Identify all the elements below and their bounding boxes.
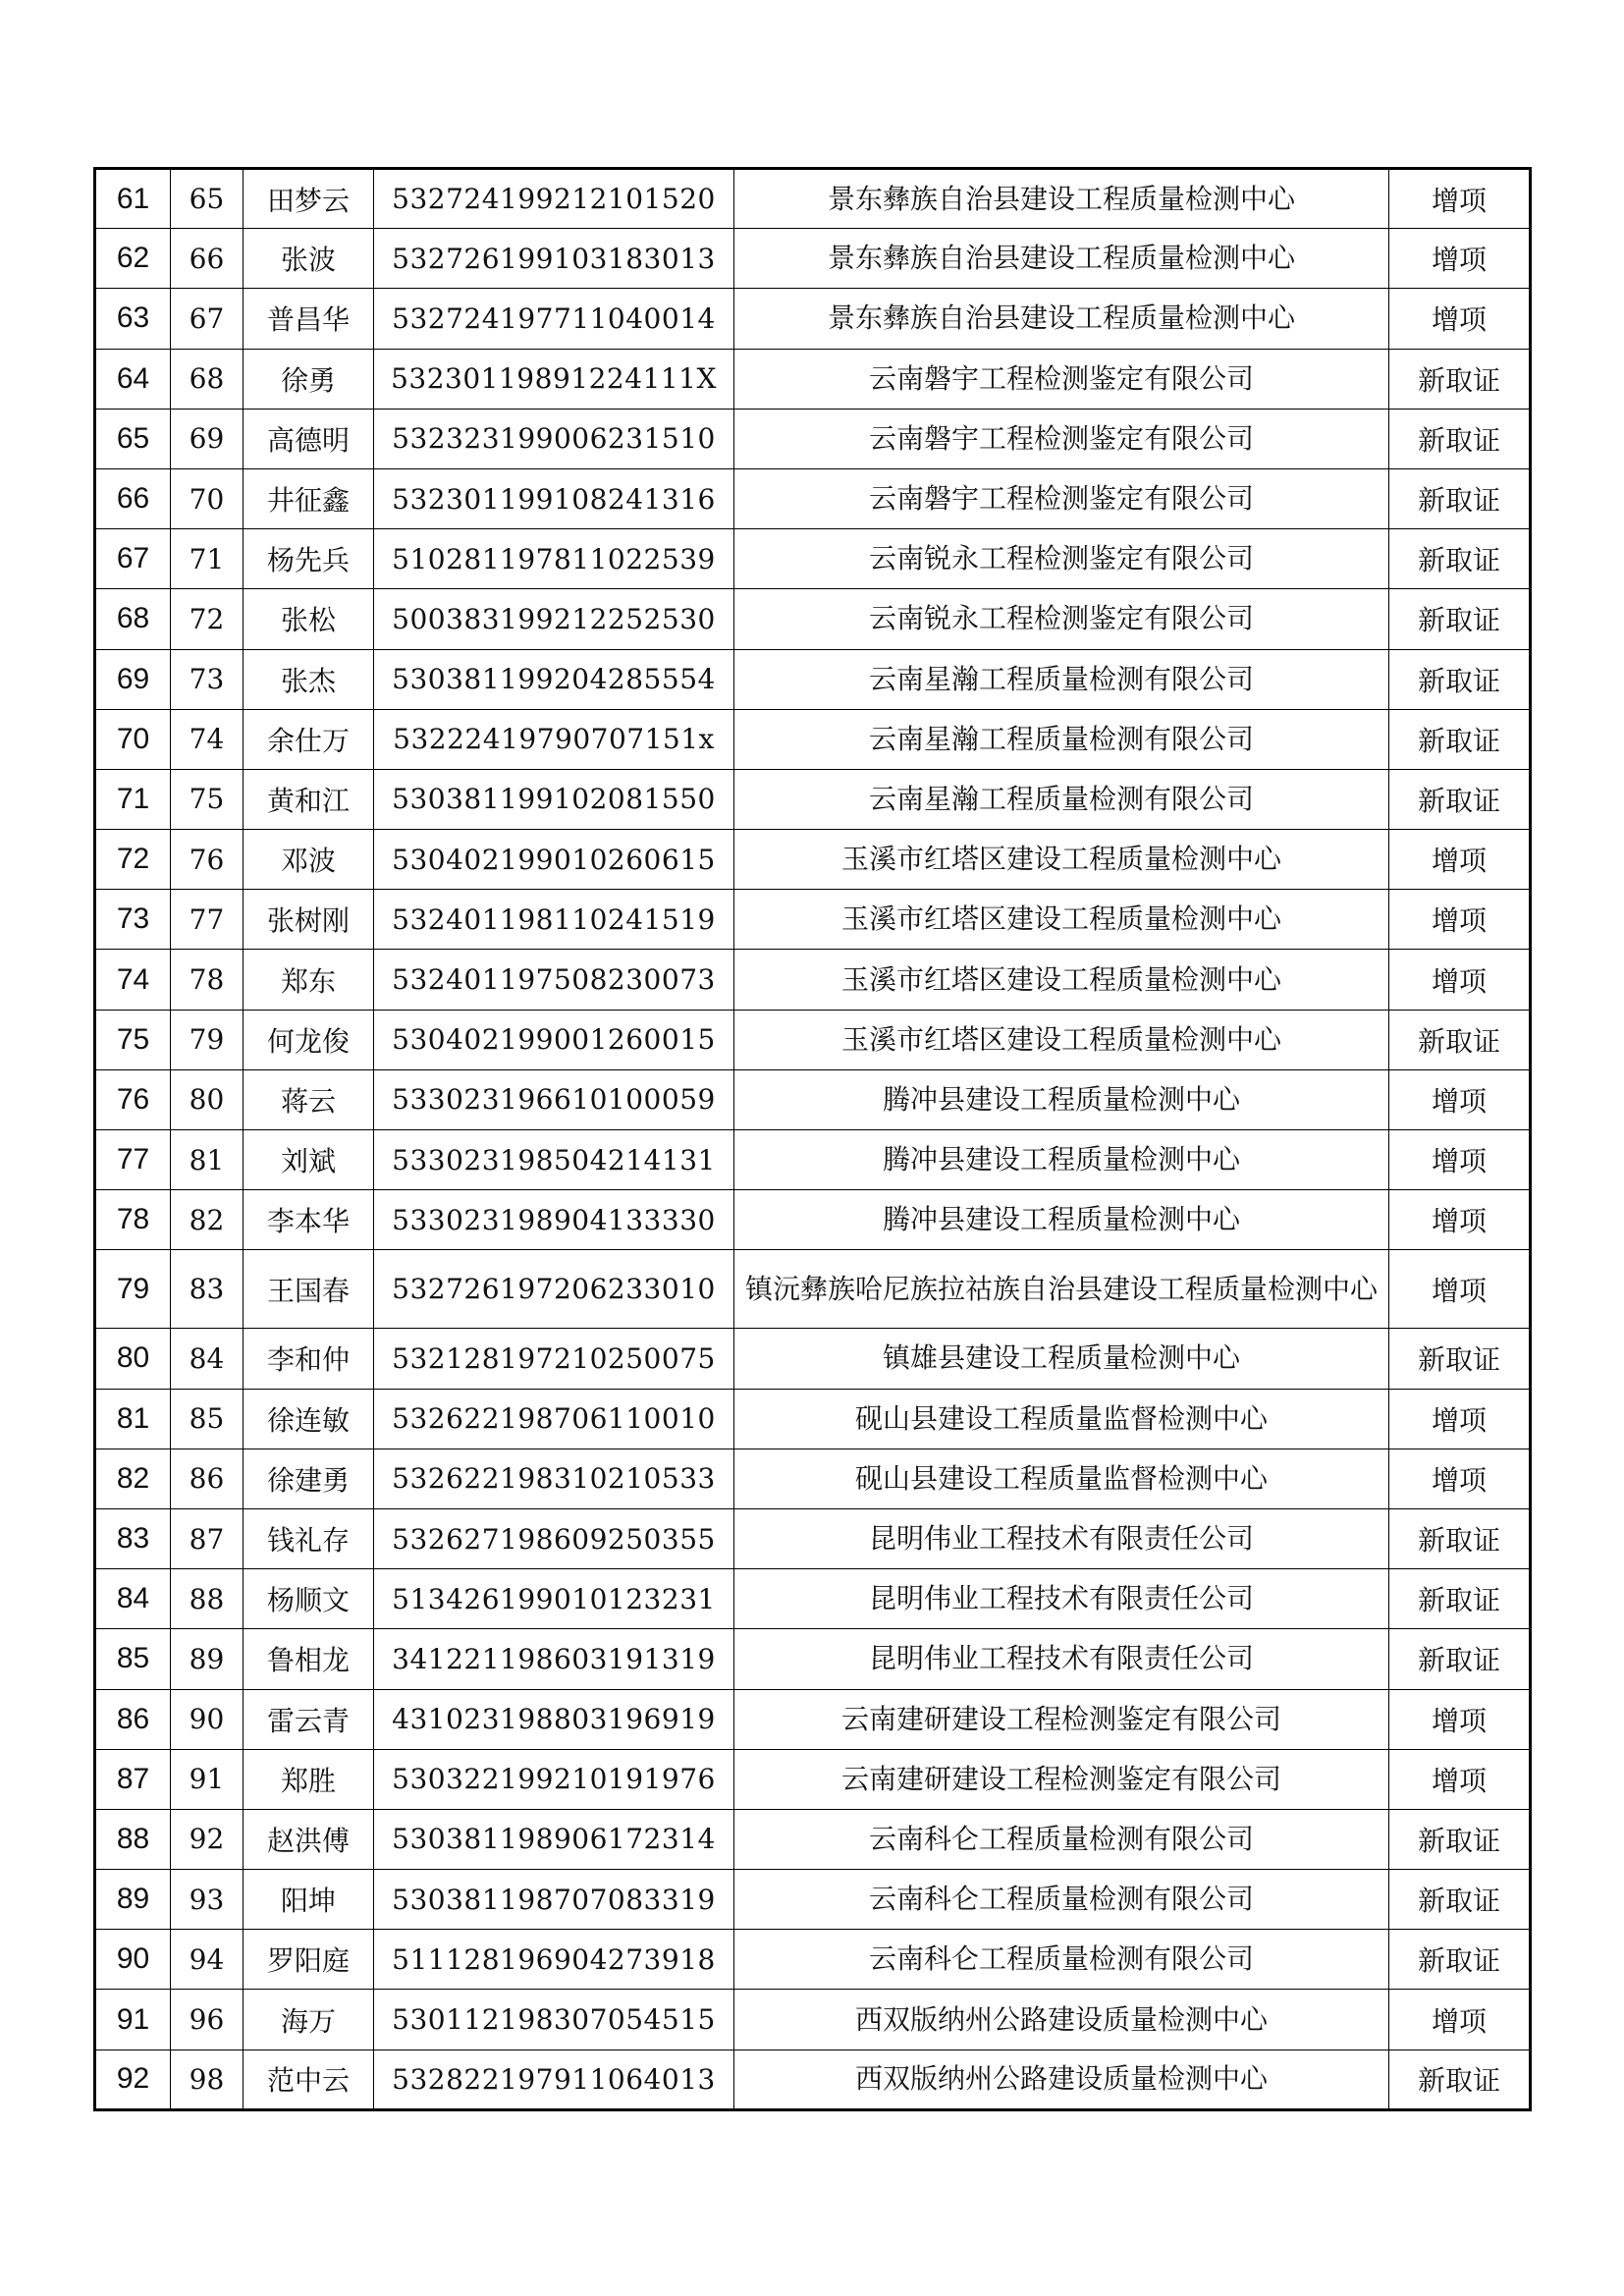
cell-application-type: 新取证 [1389, 409, 1531, 468]
cell-seq-number: 86 [95, 1689, 171, 1749]
cell-person-name: 田梦云 [244, 169, 374, 229]
table-row [95, 169, 1531, 229]
cell-organization: 玉溪市红塔区建设工程质量检测中心 [734, 890, 1389, 950]
cell-original-number: 70 [171, 468, 244, 528]
cell-original-number: 86 [171, 1449, 244, 1508]
cell-original-number: 80 [171, 1069, 244, 1129]
cell-original-number: 93 [171, 1870, 244, 1930]
table-row [95, 1508, 1531, 1568]
table-row [95, 589, 1531, 649]
cell-person-name: 邓波 [244, 830, 374, 890]
cell-application-type: 新取证 [1389, 1930, 1531, 1990]
cell-application-type: 新取证 [1389, 468, 1531, 528]
cell-seq-number: 80 [95, 1329, 171, 1389]
cell-person-name: 何龙俊 [244, 1010, 374, 1069]
cell-original-number: 77 [171, 890, 244, 950]
cell-original-number: 92 [171, 1809, 244, 1869]
cell-original-number: 83 [171, 1250, 244, 1329]
cell-id-number: 532401198110241519 [374, 890, 734, 950]
cell-seq-number: 78 [95, 1190, 171, 1250]
cell-original-number: 75 [171, 769, 244, 829]
table-row [95, 2050, 1531, 2109]
cell-id-number: 532622198310210533 [374, 1449, 734, 1508]
cell-person-name: 徐勇 [244, 349, 374, 409]
cell-organization: 云南星瀚工程质量检测有限公司 [734, 649, 1389, 709]
cell-person-name: 郑东 [244, 950, 374, 1010]
cell-id-number: 500383199212252530 [374, 589, 734, 649]
cell-seq-number: 76 [95, 1069, 171, 1129]
cell-id-number: 510281197811022539 [374, 529, 734, 589]
cell-application-type: 新取证 [1389, 589, 1531, 649]
cell-application-type: 新取证 [1389, 1629, 1531, 1689]
cell-original-number: 66 [171, 229, 244, 289]
cell-id-number: 533023196610100059 [374, 1069, 734, 1129]
cell-person-name: 李和仲 [244, 1329, 374, 1389]
cell-organization: 镇沅彝族哈尼族拉祜族自治县建设工程质量检测中心 [734, 1250, 1389, 1329]
cell-original-number: 89 [171, 1629, 244, 1689]
cell-person-name: 高德明 [244, 409, 374, 468]
cell-seq-number: 83 [95, 1508, 171, 1568]
cell-organization: 云南星瀚工程质量检测有限公司 [734, 769, 1389, 829]
cell-seq-number: 62 [95, 229, 171, 289]
cell-person-name: 余仕万 [244, 709, 374, 769]
cell-seq-number: 84 [95, 1569, 171, 1629]
table-row [95, 830, 1531, 890]
cell-seq-number: 75 [95, 1010, 171, 1069]
cell-organization: 云南磐宇工程检测鉴定有限公司 [734, 468, 1389, 528]
cell-person-name: 鲁相龙 [244, 1629, 374, 1689]
cell-person-name: 赵洪傅 [244, 1809, 374, 1869]
cell-person-name: 徐建勇 [244, 1449, 374, 1508]
cell-seq-number: 79 [95, 1250, 171, 1329]
table-row [95, 1990, 1531, 2050]
cell-id-number: 532822197911064013 [374, 2050, 734, 2109]
cell-original-number: 84 [171, 1329, 244, 1389]
cell-original-number: 79 [171, 1010, 244, 1069]
cell-application-type: 增项 [1389, 890, 1531, 950]
cell-application-type: 增项 [1389, 1069, 1531, 1129]
cell-application-type: 新取证 [1389, 709, 1531, 769]
cell-organization: 云南科仑工程质量检测有限公司 [734, 1930, 1389, 1990]
cell-id-number: 341221198603191319 [374, 1629, 734, 1689]
cell-id-number: 532627198609250355 [374, 1508, 734, 1568]
table-row [95, 1569, 1531, 1629]
cell-id-number: 532724197711040014 [374, 289, 734, 349]
table-row [95, 1250, 1531, 1329]
cell-person-name: 范中云 [244, 2050, 374, 2109]
cell-original-number: 91 [171, 1749, 244, 1809]
cell-seq-number: 89 [95, 1870, 171, 1930]
cell-id-number: 530381199102081550 [374, 769, 734, 829]
cell-person-name: 郑胜 [244, 1749, 374, 1809]
cell-original-number: 98 [171, 2050, 244, 2109]
cell-original-number: 74 [171, 709, 244, 769]
table-row [95, 1870, 1531, 1930]
cell-seq-number: 67 [95, 529, 171, 589]
cell-original-number: 73 [171, 649, 244, 709]
cell-id-number: 532622198706110010 [374, 1389, 734, 1449]
cell-organization: 腾冲县建设工程质量检测中心 [734, 1069, 1389, 1129]
table-row [95, 1389, 1531, 1449]
cell-id-number: 530381199204285554 [374, 649, 734, 709]
cell-seq-number: 91 [95, 1990, 171, 2050]
cell-person-name: 井征鑫 [244, 468, 374, 528]
cell-id-number: 530402199001260015 [374, 1010, 734, 1069]
table-row [95, 1689, 1531, 1749]
cell-seq-number: 81 [95, 1389, 171, 1449]
cell-id-number: 530402199010260615 [374, 830, 734, 890]
cell-id-number: 530112198307054515 [374, 1990, 734, 2050]
cell-id-number: 532128197210250075 [374, 1329, 734, 1389]
cell-seq-number: 77 [95, 1130, 171, 1190]
cell-seq-number: 92 [95, 2050, 171, 2109]
cell-original-number: 68 [171, 349, 244, 409]
cell-person-name: 张树刚 [244, 890, 374, 950]
cell-organization: 玉溪市红塔区建设工程质量检测中心 [734, 1010, 1389, 1069]
cell-organization: 景东彝族自治县建设工程质量检测中心 [734, 229, 1389, 289]
table-body [95, 169, 1531, 2110]
cell-original-number: 81 [171, 1130, 244, 1190]
cell-person-name: 黄和江 [244, 769, 374, 829]
table-row [95, 709, 1531, 769]
cell-person-name: 钱礼存 [244, 1508, 374, 1568]
cell-original-number: 87 [171, 1508, 244, 1568]
cell-application-type: 增项 [1389, 950, 1531, 1010]
cell-original-number: 69 [171, 409, 244, 468]
cell-person-name: 徐连敏 [244, 1389, 374, 1449]
cell-organization: 镇雄县建设工程质量检测中心 [734, 1329, 1389, 1389]
cell-application-type: 增项 [1389, 1689, 1531, 1749]
cell-organization: 西双版纳州公路建设质量检测中心 [734, 1990, 1389, 2050]
cell-id-number: 53222419790707151x [374, 709, 734, 769]
table-row [95, 1930, 1531, 1990]
cell-seq-number: 90 [95, 1930, 171, 1990]
cell-id-number: 533023198904133330 [374, 1190, 734, 1250]
cell-person-name: 蒋云 [244, 1069, 374, 1129]
cell-application-type: 增项 [1389, 169, 1531, 229]
cell-organization: 西双版纳州公路建设质量检测中心 [734, 2050, 1389, 2109]
cell-id-number: 530381198707083319 [374, 1870, 734, 1930]
cell-organization: 腾冲县建设工程质量检测中心 [734, 1190, 1389, 1250]
cell-seq-number: 68 [95, 589, 171, 649]
cell-application-type: 增项 [1389, 830, 1531, 890]
table-row [95, 950, 1531, 1010]
cell-organization: 玉溪市红塔区建设工程质量检测中心 [734, 830, 1389, 890]
cell-person-name: 杨先兵 [244, 529, 374, 589]
cell-organization: 砚山县建设工程质量监督检测中心 [734, 1389, 1389, 1449]
cell-original-number: 78 [171, 950, 244, 1010]
table-row [95, 1069, 1531, 1129]
table-row [95, 1329, 1531, 1389]
cell-organization: 云南科仑工程质量检测有限公司 [734, 1809, 1389, 1869]
cell-seq-number: 69 [95, 649, 171, 709]
cell-seq-number: 65 [95, 409, 171, 468]
cell-organization: 玉溪市红塔区建设工程质量检测中心 [734, 950, 1389, 1010]
cell-id-number: 532301199108241316 [374, 468, 734, 528]
cell-original-number: 85 [171, 1389, 244, 1449]
cell-original-number: 76 [171, 830, 244, 890]
cell-application-type: 新取证 [1389, 2050, 1531, 2109]
cell-seq-number: 66 [95, 468, 171, 528]
cell-application-type: 增项 [1389, 1130, 1531, 1190]
cell-id-number: 511128196904273918 [374, 1930, 734, 1990]
cell-person-name: 张松 [244, 589, 374, 649]
cell-organization: 砚山县建设工程质量监督检测中心 [734, 1449, 1389, 1508]
cell-seq-number: 70 [95, 709, 171, 769]
table-row [95, 529, 1531, 589]
cell-seq-number: 74 [95, 950, 171, 1010]
cell-original-number: 94 [171, 1930, 244, 1990]
cell-person-name: 王国春 [244, 1250, 374, 1329]
cell-person-name: 阳坤 [244, 1870, 374, 1930]
cell-application-type: 新取证 [1389, 1329, 1531, 1389]
cell-application-type: 增项 [1389, 1190, 1531, 1250]
cell-id-number: 431023198803196919 [374, 1689, 734, 1749]
table-row [95, 349, 1531, 409]
cell-seq-number: 72 [95, 830, 171, 890]
table-row [95, 229, 1531, 289]
cell-seq-number: 63 [95, 289, 171, 349]
cell-application-type: 新取证 [1389, 769, 1531, 829]
cell-seq-number: 73 [95, 890, 171, 950]
table-row [95, 289, 1531, 349]
cell-organization: 云南磐宇工程检测鉴定有限公司 [734, 349, 1389, 409]
cell-application-type: 新取证 [1389, 349, 1531, 409]
cell-id-number: 533023198504214131 [374, 1130, 734, 1190]
cell-original-number: 72 [171, 589, 244, 649]
table-row [95, 468, 1531, 528]
cell-organization: 昆明伟业工程技术有限责任公司 [734, 1508, 1389, 1568]
cell-original-number: 67 [171, 289, 244, 349]
cell-seq-number: 82 [95, 1449, 171, 1508]
table-row [95, 649, 1531, 709]
table-row [95, 1190, 1531, 1250]
cell-application-type: 增项 [1389, 1990, 1531, 2050]
cell-id-number: 532323199006231510 [374, 409, 734, 468]
cell-application-type: 增项 [1389, 289, 1531, 349]
cell-id-number: 53230119891224111X [374, 349, 734, 409]
cell-application-type: 新取证 [1389, 1870, 1531, 1930]
cell-id-number: 530322199210191976 [374, 1749, 734, 1809]
cell-person-name: 雷云青 [244, 1689, 374, 1749]
cell-person-name: 杨顺文 [244, 1569, 374, 1629]
cell-application-type: 增项 [1389, 229, 1531, 289]
cell-application-type: 新取证 [1389, 529, 1531, 589]
cell-original-number: 88 [171, 1569, 244, 1629]
cell-id-number: 530381198906172314 [374, 1809, 734, 1869]
cell-person-name: 李本华 [244, 1190, 374, 1250]
table-row [95, 409, 1531, 468]
cell-id-number: 513426199010123231 [374, 1569, 734, 1629]
cell-organization: 景东彝族自治县建设工程质量检测中心 [734, 169, 1389, 229]
table-row [95, 1130, 1531, 1190]
cell-application-type: 增项 [1389, 1449, 1531, 1508]
cell-id-number: 532401197508230073 [374, 950, 734, 1010]
cell-organization: 云南科仑工程质量检测有限公司 [734, 1870, 1389, 1930]
cell-seq-number: 71 [95, 769, 171, 829]
table-row [95, 1749, 1531, 1809]
cell-seq-number: 85 [95, 1629, 171, 1689]
cell-organization: 腾冲县建设工程质量检测中心 [734, 1130, 1389, 1190]
cell-organization: 昆明伟业工程技术有限责任公司 [734, 1569, 1389, 1629]
cell-id-number: 532726197206233010 [374, 1250, 734, 1329]
table-row [95, 1629, 1531, 1689]
cell-original-number: 65 [171, 169, 244, 229]
cell-id-number: 532724199212101520 [374, 169, 734, 229]
cell-organization: 云南建研建设工程检测鉴定有限公司 [734, 1689, 1389, 1749]
cell-person-name: 海万 [244, 1990, 374, 2050]
cell-application-type: 增项 [1389, 1749, 1531, 1809]
cell-person-name: 张波 [244, 229, 374, 289]
cell-person-name: 刘斌 [244, 1130, 374, 1190]
cell-organization: 云南星瀚工程质量检测有限公司 [734, 709, 1389, 769]
cell-original-number: 96 [171, 1990, 244, 2050]
cell-organization: 云南锐永工程检测鉴定有限公司 [734, 529, 1389, 589]
personnel-table [93, 167, 1532, 2111]
table-row [95, 1809, 1531, 1869]
table-row [95, 1010, 1531, 1069]
cell-organization: 云南磐宇工程检测鉴定有限公司 [734, 409, 1389, 468]
cell-seq-number: 87 [95, 1749, 171, 1809]
cell-id-number: 532726199103183013 [374, 229, 734, 289]
cell-application-type: 新取证 [1389, 1569, 1531, 1629]
cell-application-type: 新取证 [1389, 1010, 1531, 1069]
cell-application-type: 新取证 [1389, 1508, 1531, 1568]
cell-organization: 景东彝族自治县建设工程质量检测中心 [734, 289, 1389, 349]
table-row [95, 1449, 1531, 1508]
cell-seq-number: 61 [95, 169, 171, 229]
cell-application-type: 新取证 [1389, 649, 1531, 709]
cell-organization: 云南建研建设工程检测鉴定有限公司 [734, 1749, 1389, 1809]
cell-application-type: 增项 [1389, 1250, 1531, 1329]
cell-person-name: 张杰 [244, 649, 374, 709]
cell-application-type: 增项 [1389, 1389, 1531, 1449]
cell-seq-number: 64 [95, 349, 171, 409]
cell-original-number: 82 [171, 1190, 244, 1250]
cell-organization: 云南锐永工程检测鉴定有限公司 [734, 589, 1389, 649]
cell-person-name: 罗阳庭 [244, 1930, 374, 1990]
table-row [95, 890, 1531, 950]
cell-original-number: 90 [171, 1689, 244, 1749]
cell-seq-number: 88 [95, 1809, 171, 1869]
cell-person-name: 普昌华 [244, 289, 374, 349]
cell-organization: 昆明伟业工程技术有限责任公司 [734, 1629, 1389, 1689]
table-row [95, 769, 1531, 829]
cell-application-type: 新取证 [1389, 1809, 1531, 1869]
cell-original-number: 71 [171, 529, 244, 589]
